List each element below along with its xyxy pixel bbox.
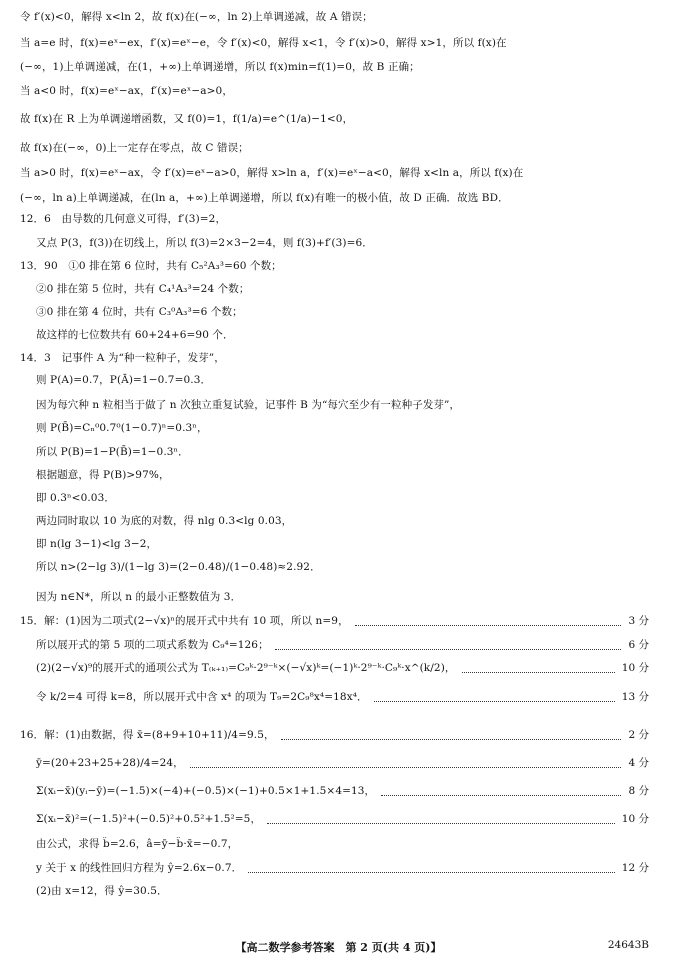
line-text: 两边同时取以 10 为底的对数，得 nlg 0.3<lg 0.03， (36, 515, 293, 527)
score-points: 3 分 (625, 614, 649, 628)
line-text: (2)由 x=12，得 ŷ=30.5． (36, 885, 168, 897)
line-text: ②0 排在第 5 位时，共有 C₄¹A₃³=24 个数； (36, 283, 250, 295)
line-text: 故这样的七位数共有 60+24+6=90 个． (36, 329, 234, 341)
text-line-l8 (20, 191, 660, 205)
text-line-l4 (20, 84, 660, 98)
score-leader-dots (267, 823, 615, 824)
line-text: 即 0.3ⁿ<0.03． (36, 492, 115, 504)
text-line-l13 (36, 305, 660, 319)
line-text: (2)(2−√x)⁹的展开式的通项公式为 T₍ₖ₊₁₎=C₉ᵏ·2⁹⁻ᵏ×(−√x)ᵏ=(−1)ᵏ·2⁹⁻ᵏ·C₉ᵏ·x^(k/2)， (36, 662, 456, 674)
text-line-l24 (36, 560, 660, 574)
score-leader-dots (374, 701, 615, 702)
score-points: 8 分 (625, 784, 649, 798)
line-text: 所以 P(B)=1−P(B̄)=1−0.3ⁿ． (36, 446, 189, 458)
score-leader-dots (248, 872, 615, 873)
text-line-l2 (20, 36, 660, 50)
line-text: y 关于 x 的线性回归方程为 ŷ=2.6x−0.7． (36, 862, 243, 874)
text-line-l14 (36, 328, 660, 342)
document-code: 24643B (607, 939, 649, 951)
line-text: (−∞，1)上单调递减，在(1，+∞)上单调递增，所以 f(x)min=f(1)=0，故 B 正确； (20, 61, 420, 73)
text-line-l21 (36, 491, 660, 505)
line-text: 12．6 由导数的几何意义可得，f′(3)=2， (20, 213, 227, 225)
text-line-l17 (36, 398, 660, 412)
text-line-l23 (36, 537, 660, 551)
score-leader-dots (190, 767, 622, 768)
line-text: 则 P(B̄)=Cₙ⁰0.7⁰(1−0.7)ⁿ=0.3ⁿ， (36, 422, 208, 434)
line-text: 令 k/2=4 可得 k=8，所以展开式中含 x⁴ 的项为 T₉=2C₉⁸x⁴=18x⁴． (36, 691, 368, 703)
text-line-l22 (36, 514, 660, 528)
score-points: 12 分 (619, 861, 649, 875)
score-points: 6 分 (625, 638, 649, 652)
line-text: 令 f′(x)<0，解得 x<ln 2，故 f(x)在(−∞，ln 2)上单调递减，故 A 错误； (20, 11, 373, 23)
score-points: 10 分 (619, 661, 649, 675)
line-text: 13．90 ①0 排在第 6 位时，共有 C₅²A₃³=60 个数； (20, 260, 282, 272)
text-line-l9 (20, 212, 660, 226)
score-points: 10 分 (619, 812, 649, 826)
text-line-l7 (20, 166, 660, 180)
score-leader-dots (355, 625, 622, 626)
score-points: 2 分 (625, 728, 649, 742)
line-text: 根据题意，得 P(B)>97%， (36, 469, 170, 481)
score-points: 4 分 (625, 756, 649, 770)
line-text: 14．3 记事件 A 为“种一粒种子，发芽”， (20, 352, 225, 364)
text-line-l11 (20, 259, 660, 273)
line-text: 当 a>0 时，f(x)=eˣ−ax，令 f′(x)=eˣ−a>0，解得 x>ln a，f′(x)=eˣ−a<0，解得 x<ln a，所以 f(x)在 (20, 167, 524, 179)
line-text: 由公式，求得 b̂=2.6，â=ȳ−b̂·x̄=−0.7， (36, 838, 239, 850)
line-text: 则 P(A)=0.7，P(Ā)=1−0.7=0.3． (36, 374, 212, 386)
line-text: 故 f(x)在 R 上为单调递增函数，又 f(0)=1，f(1/a)=e^(1/a)−1<0， (20, 113, 354, 125)
line-text: 所以展开式的第 5 项的二项式系数为 C₉⁴=126； (36, 639, 269, 651)
line-text: 因为 n∈N*，所以 n 的最小正整数值为 3． (36, 591, 242, 603)
text-line-l19 (36, 445, 660, 459)
score-leader-dots (381, 795, 621, 796)
line-text: Σ(xᵢ−x̄)²=(−1.5)²+(−0.5)²+0.5²+1.5²=5， (36, 813, 262, 825)
text-line-l18 (36, 421, 660, 435)
text-line-l36 (36, 884, 660, 898)
text-line-l10 (36, 236, 660, 250)
score-points: 13 分 (619, 690, 649, 704)
line-text: 所以 n>(2−lg 3)/(1−lg 3)=(2−0.48)/(1−0.48)≈2.92． (36, 561, 321, 573)
text-line-l12 (36, 282, 660, 296)
score-leader-dots (281, 739, 622, 740)
line-text: 即 n(lg 3−1)<lg 3−2， (36, 538, 158, 550)
line-text: 15．解：(1)因为二项式(2−√x)ⁿ的展开式中共有 10 项，所以 n=9， (20, 615, 349, 627)
line-text: 16．解：(1)由数据，得 x̄=(8+9+10+11)/4=9.5， (20, 729, 275, 741)
score-leader-dots (462, 672, 615, 673)
text-line-l6 (20, 141, 660, 155)
line-text: 又点 P(3，f(3))在切线上，所以 f(3)=2×3−2=4，则 f(3)+f′(3)=6． (36, 237, 373, 249)
text-line-l1 (20, 10, 660, 24)
line-text: ③0 排在第 4 位时，共有 C₃⁰A₃³=6 个数； (36, 306, 243, 318)
line-text: ȳ=(20+23+25+28)/4=24， (36, 757, 184, 769)
text-line-l34 (36, 837, 660, 851)
text-line-l5 (20, 112, 660, 126)
page-footer: 【高二数学参考答案 第 2 页(共 4 页)】 (235, 941, 442, 954)
text-line-l3 (20, 60, 660, 74)
text-line-l25 (36, 590, 660, 604)
text-line-l16 (36, 373, 660, 387)
line-text: 故 f(x)在(−∞，0)上一定存在零点，故 C 错误； (20, 142, 249, 154)
score-leader-dots (275, 649, 622, 650)
line-text: 当 a=e 时，f(x)=eˣ−ex，f′(x)=eˣ−e，令 f′(x)<0，解得 x<1，令 f′(x)>0，解得 x>1，所以 f(x)在 (20, 37, 507, 49)
line-text: Σ(xᵢ−x̄)(yᵢ−ȳ)=(−1.5)×(−4)+(−0.5)×(−1)+0.5×1+1.5×4=13， (36, 785, 376, 797)
text-line-l20 (36, 468, 660, 482)
line-text: 因为每穴种 n 粒相当于做了 n 次独立重复试验，记事件 B 为“每穴至少有一粒种子发芽”， (36, 399, 461, 411)
text-line-l15 (20, 351, 660, 365)
line-text: 当 a<0 时，f(x)=eˣ−ax，f′(x)=eˣ−a>0， (20, 85, 233, 97)
line-text: (−∞，ln a)上单调递减，在(ln a，+∞)上单调递增，所以 f(x)有唯一的极小值，故 D 正确．故选 BD． (20, 192, 509, 204)
